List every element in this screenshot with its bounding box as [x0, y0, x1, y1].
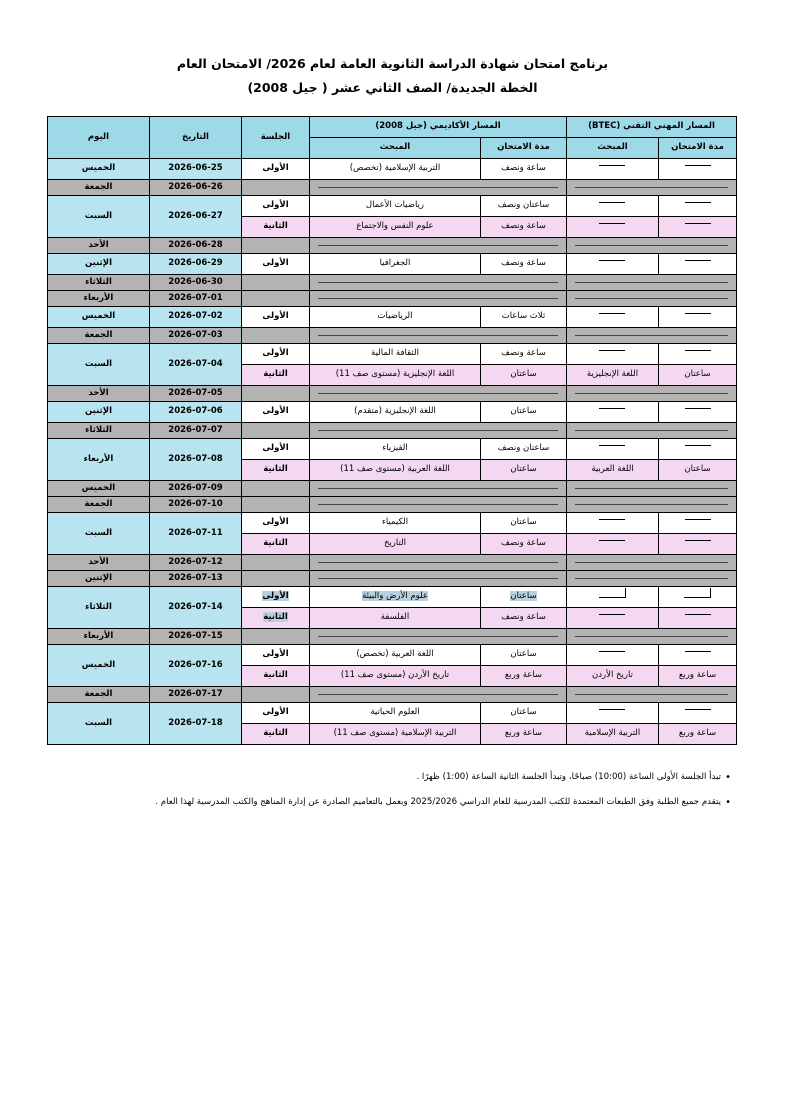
holiday-btec-blank — [566, 385, 736, 401]
holiday-day: الجمعة — [47, 179, 149, 195]
session-cell: الأولى — [241, 702, 309, 723]
holiday-btec-blank — [566, 480, 736, 496]
dash-icon — [599, 350, 625, 351]
dash-icon — [599, 313, 625, 314]
session-cell: الأولى — [241, 512, 309, 533]
exam-row — [47, 343, 736, 364]
day-cell: الخميس — [47, 644, 149, 686]
academic-subject-cell: التربية الإسلامية (مستوى صف 11) — [309, 723, 480, 744]
academic-subject-cell: الكيمياء — [309, 512, 480, 533]
holiday-academic-blank — [309, 290, 566, 306]
day-cell: الإثنين — [47, 253, 149, 274]
holiday-btec-blank — [566, 686, 736, 702]
holiday-day: الأحد — [47, 554, 149, 570]
holiday-session-blank — [241, 628, 309, 644]
holiday-date: 2026-07-01 — [149, 290, 241, 306]
header-duration-btec: مدة الامتحان — [659, 137, 737, 158]
note-item: • تبدأ الجلسة الأولى الساعة (10:00) صباحًا، وتبدأ الجلسة الثانية الساعة (1:00) ظهرًا . — [54, 771, 731, 785]
holiday-row — [47, 422, 736, 438]
day-cell: السبت — [47, 195, 149, 237]
academic-duration-cell: ساعتان — [480, 364, 566, 385]
btec-subject-cell — [566, 216, 658, 237]
academic-subject-cell: الفيزياء — [309, 438, 480, 459]
header-duration-academic: مدة الامتحان — [480, 137, 566, 158]
session-cell — [241, 607, 309, 628]
session-cell: الأولى — [241, 644, 309, 665]
holiday-row — [47, 554, 736, 570]
dash-icon — [685, 260, 711, 261]
btec-subject-cell — [566, 586, 658, 607]
header-subject-btec: المبحث — [566, 137, 658, 158]
academic-subject-cell: العلوم الحياتية — [309, 702, 480, 723]
session-cell: الأولى — [241, 343, 309, 364]
holiday-day: الأربعاء — [47, 290, 149, 306]
dash-icon — [685, 445, 711, 446]
academic-duration-cell: ساعتان — [480, 702, 566, 723]
day-cell: الخميس — [47, 306, 149, 327]
holiday-session-blank — [241, 274, 309, 290]
btec-duration-cell: ساعة وربع — [659, 665, 737, 686]
btec-duration-cell: ساعتان — [659, 459, 737, 480]
holiday-day: الجمعة — [47, 686, 149, 702]
academic-subject-cell: علوم النفس والاجتماع — [309, 216, 480, 237]
holiday-date: 2026-06-26 — [149, 179, 241, 195]
dash-icon — [599, 651, 625, 652]
btec-duration-cell — [659, 533, 737, 554]
holiday-session-blank — [241, 385, 309, 401]
highlighted-text: علوم الأرض والبيئة — [362, 591, 428, 602]
highlighted-text: الثانية — [263, 612, 288, 623]
holiday-row — [47, 179, 736, 195]
holiday-btec-blank — [566, 496, 736, 512]
day-cell: الإثنين — [47, 401, 149, 422]
date-cell: 2026-07-11 — [149, 512, 241, 554]
session-cell: الثانية — [241, 723, 309, 744]
holiday-btec-blank — [566, 554, 736, 570]
exam-row — [47, 586, 736, 607]
btec-duration-cell — [659, 216, 737, 237]
session-cell: الثانية — [241, 216, 309, 237]
holiday-date: 2026-07-05 — [149, 385, 241, 401]
btec-subject-cell — [566, 253, 658, 274]
dash-icon — [685, 350, 711, 351]
header-subject-academic: المبحث — [309, 137, 480, 158]
holiday-session-blank — [241, 570, 309, 586]
exam-row — [47, 253, 736, 274]
academic-subject-cell: رياضيات الأعمال — [309, 195, 480, 216]
holiday-day: الأحد — [47, 385, 149, 401]
holiday-academic-blank — [309, 385, 566, 401]
academic-duration-cell: ساعتان — [480, 512, 566, 533]
date-cell: 2026-07-02 — [149, 306, 241, 327]
holiday-session-blank — [241, 422, 309, 438]
exam-row — [47, 512, 736, 533]
btec-duration-cell — [659, 306, 737, 327]
dash-icon — [685, 709, 711, 710]
session-cell: الثانية — [241, 459, 309, 480]
corner-bracket-icon — [599, 588, 626, 598]
session-cell: الثانية — [241, 665, 309, 686]
holiday-row — [47, 480, 736, 496]
academic-subject-cell: الرياضيات — [309, 306, 480, 327]
session-cell: الثانية — [241, 533, 309, 554]
btec-subject-cell — [566, 401, 658, 422]
holiday-date: 2026-07-13 — [149, 570, 241, 586]
btec-duration-cell — [659, 512, 737, 533]
btec-duration-cell — [659, 644, 737, 665]
holiday-row — [47, 686, 736, 702]
day-cell: السبت — [47, 512, 149, 554]
holiday-day: الثلاثاء — [47, 422, 149, 438]
holiday-session-blank — [241, 237, 309, 253]
holiday-date: 2026-07-07 — [149, 422, 241, 438]
dash-icon — [599, 408, 625, 409]
btec-subject-cell — [566, 195, 658, 216]
academic-duration-cell: ساعتان — [480, 401, 566, 422]
exam-row — [47, 401, 736, 422]
holiday-day: الإثنين — [47, 570, 149, 586]
holiday-session-blank — [241, 179, 309, 195]
holiday-academic-blank — [309, 686, 566, 702]
holiday-academic-blank — [309, 628, 566, 644]
dash-icon — [599, 202, 625, 203]
title-line-1: برنامج امتحان شهادة الدراسة الثانوية العامة لعام 2026/ الامتحان العام — [176, 56, 609, 71]
btec-subject-cell — [566, 158, 658, 179]
exam-row — [47, 195, 736, 216]
highlighted-text: الأولى — [262, 591, 289, 602]
holiday-date: 2026-06-30 — [149, 274, 241, 290]
holiday-date: 2026-07-10 — [149, 496, 241, 512]
holiday-academic-blank — [309, 554, 566, 570]
academic-duration-cell: ثلاث ساعات — [480, 306, 566, 327]
academic-duration-cell: ساعتان ونصف — [480, 195, 566, 216]
holiday-btec-blank — [566, 274, 736, 290]
holiday-session-blank — [241, 686, 309, 702]
holiday-date: 2026-07-09 — [149, 480, 241, 496]
date-cell: 2026-07-16 — [149, 644, 241, 686]
session-cell: الثانية — [241, 364, 309, 385]
btec-duration-cell — [659, 586, 737, 607]
dash-icon — [685, 165, 711, 166]
holiday-date: 2026-07-17 — [149, 686, 241, 702]
academic-duration-cell: ساعة ونصف — [480, 533, 566, 554]
holiday-day: الثلاثاء — [47, 274, 149, 290]
academic-duration-cell: ساعة ونصف — [480, 607, 566, 628]
session-cell: الأولى — [241, 306, 309, 327]
header-academic-track: المسار الأكاديمي (جيل 2008) — [309, 116, 566, 137]
academic-subject-cell: الفلسفة — [309, 607, 480, 628]
session-cell: الأولى — [241, 195, 309, 216]
holiday-date: 2026-07-15 — [149, 628, 241, 644]
btec-subject-cell — [566, 512, 658, 533]
btec-subject-cell: اللغة العربية — [566, 459, 658, 480]
holiday-session-blank — [241, 496, 309, 512]
academic-duration-cell: ساعة وربع — [480, 665, 566, 686]
holiday-academic-blank — [309, 237, 566, 253]
dash-icon — [599, 165, 625, 166]
btec-subject-cell — [566, 438, 658, 459]
holiday-row — [47, 290, 736, 306]
academic-subject-cell: اللغة العربية (مستوى صف 11) — [309, 459, 480, 480]
btec-duration-cell — [659, 195, 737, 216]
btec-subject-cell: اللغة الإنجليزية — [566, 364, 658, 385]
academic-duration-cell — [480, 586, 566, 607]
academic-duration-cell: ساعتان — [480, 459, 566, 480]
dash-icon — [685, 614, 711, 615]
btec-subject-cell — [566, 533, 658, 554]
date-cell: 2026-07-06 — [149, 401, 241, 422]
btec-duration-cell — [659, 438, 737, 459]
page-title — [48, 52, 737, 100]
session-cell: الأولى — [241, 401, 309, 422]
holiday-btec-blank — [566, 422, 736, 438]
dash-icon — [599, 260, 625, 261]
holiday-session-blank — [241, 327, 309, 343]
holiday-btec-blank — [566, 237, 736, 253]
holiday-day: الجمعة — [47, 496, 149, 512]
dash-icon — [685, 408, 711, 409]
academic-duration-cell: ساعة ونصف — [480, 343, 566, 364]
day-cell: السبت — [47, 702, 149, 744]
dash-icon — [599, 223, 625, 224]
academic-subject-cell — [309, 586, 480, 607]
dash-icon — [685, 313, 711, 314]
holiday-session-blank — [241, 554, 309, 570]
academic-subject-cell: اللغة العربية (تخصص) — [309, 644, 480, 665]
holiday-academic-blank — [309, 570, 566, 586]
dash-icon — [685, 223, 711, 224]
holiday-day: الأحد — [47, 237, 149, 253]
academic-subject-cell: الجغرافيا — [309, 253, 480, 274]
btec-subject-cell — [566, 644, 658, 665]
dash-icon — [685, 202, 711, 203]
date-cell: 2026-06-25 — [149, 158, 241, 179]
academic-duration-cell: ساعتان ونصف — [480, 438, 566, 459]
date-cell: 2026-07-04 — [149, 343, 241, 385]
day-cell: السبت — [47, 343, 149, 385]
dash-icon — [599, 614, 625, 615]
academic-duration-cell: ساعة ونصف — [480, 253, 566, 274]
dash-icon — [685, 519, 711, 520]
header-day: اليوم — [47, 116, 149, 158]
date-cell: 2026-07-18 — [149, 702, 241, 744]
holiday-row — [47, 496, 736, 512]
corner-bracket-icon — [684, 588, 711, 598]
day-cell: الخميس — [47, 158, 149, 179]
holiday-session-blank — [241, 480, 309, 496]
btec-subject-cell — [566, 702, 658, 723]
btec-subject-cell: تاريخ الأردن — [566, 665, 658, 686]
academic-duration-cell: ساعتان — [480, 644, 566, 665]
btec-subject-cell — [566, 306, 658, 327]
exam-schedule-table — [47, 116, 737, 745]
table-header — [47, 116, 736, 158]
holiday-day: الجمعة — [47, 327, 149, 343]
exam-row — [47, 158, 736, 179]
btec-duration-cell — [659, 607, 737, 628]
header-date: التاريخ — [149, 116, 241, 158]
holiday-row — [47, 570, 736, 586]
btec-duration-cell: ساعة وربع — [659, 723, 737, 744]
date-cell: 2026-07-08 — [149, 438, 241, 480]
holiday-day: الأربعاء — [47, 628, 149, 644]
holiday-academic-blank — [309, 327, 566, 343]
holiday-academic-blank — [309, 496, 566, 512]
holiday-btec-blank — [566, 179, 736, 195]
holiday-row — [47, 385, 736, 401]
holiday-session-blank — [241, 290, 309, 306]
holiday-date: 2026-07-03 — [149, 327, 241, 343]
holiday-academic-blank — [309, 422, 566, 438]
dash-icon — [599, 709, 625, 710]
session-cell: الأولى — [241, 158, 309, 179]
date-cell: 2026-07-14 — [149, 586, 241, 628]
session-cell — [241, 586, 309, 607]
day-cell: الثلاثاء — [47, 586, 149, 628]
holiday-academic-blank — [309, 480, 566, 496]
holiday-date: 2026-07-12 — [149, 554, 241, 570]
holiday-day: الخميس — [47, 480, 149, 496]
holiday-btec-blank — [566, 327, 736, 343]
academic-duration-cell: ساعة ونصف — [480, 158, 566, 179]
day-cell: الأربعاء — [47, 438, 149, 480]
holiday-row — [47, 237, 736, 253]
btec-duration-cell — [659, 343, 737, 364]
title-line-2: الخطة الجديدة/ الصف الثاني عشر ( جيل 2008) — [247, 79, 538, 95]
holiday-academic-blank — [309, 274, 566, 290]
btec-duration-cell — [659, 158, 737, 179]
header-btec-track: المسار المهني التقني (BTEC) — [566, 116, 736, 137]
table-body — [47, 158, 736, 744]
holiday-row — [47, 274, 736, 290]
btec-duration-cell — [659, 702, 737, 723]
btec-duration-cell — [659, 253, 737, 274]
btec-subject-cell — [566, 607, 658, 628]
header-session: الجلسة — [241, 116, 309, 158]
session-cell: الأولى — [241, 438, 309, 459]
holiday-btec-blank — [566, 570, 736, 586]
highlighted-text: ساعتان — [510, 591, 537, 602]
dash-icon — [599, 519, 625, 520]
date-cell: 2026-06-29 — [149, 253, 241, 274]
dash-icon — [685, 651, 711, 652]
academic-duration-cell: ساعة وربع — [480, 723, 566, 744]
exam-row — [47, 306, 736, 327]
date-cell: 2026-06-27 — [149, 195, 241, 237]
academic-subject-cell: الثقافة المالية — [309, 343, 480, 364]
academic-subject-cell: التربية الإسلامية (تخصص) — [309, 158, 480, 179]
btec-duration-cell: ساعتان — [659, 364, 737, 385]
notes-section — [54, 771, 731, 811]
exam-row — [47, 438, 736, 459]
academic-subject-cell: اللغة الإنجليزية (متقدم) — [309, 401, 480, 422]
session-cell: الأولى — [241, 253, 309, 274]
holiday-row — [47, 327, 736, 343]
academic-subject-cell: تاريخ الأردن (مستوى صف 11) — [309, 665, 480, 686]
holiday-academic-blank — [309, 179, 566, 195]
holiday-row — [47, 628, 736, 644]
academic-subject-cell: اللغة الإنجليزية (مستوى صف 11) — [309, 364, 480, 385]
note-item: • يتقدم جميع الطلبة وفق الطبعات المعتمدة للكتب المدرسية للعام الدراسي 2025/2026 وبعمل بالتعاميم الصادرة عن إدارة المناهج والكتب المدرسية لهذا العام . — [54, 796, 731, 810]
dash-icon — [685, 540, 711, 541]
holiday-btec-blank — [566, 290, 736, 306]
btec-subject-cell: التربية الإسلامية — [566, 723, 658, 744]
dash-icon — [599, 540, 625, 541]
academic-duration-cell: ساعة ونصف — [480, 216, 566, 237]
exam-row — [47, 644, 736, 665]
academic-subject-cell: التاريخ — [309, 533, 480, 554]
holiday-date: 2026-06-28 — [149, 237, 241, 253]
btec-duration-cell — [659, 401, 737, 422]
exam-row — [47, 702, 736, 723]
holiday-btec-blank — [566, 628, 736, 644]
dash-icon — [599, 445, 625, 446]
btec-subject-cell — [566, 343, 658, 364]
